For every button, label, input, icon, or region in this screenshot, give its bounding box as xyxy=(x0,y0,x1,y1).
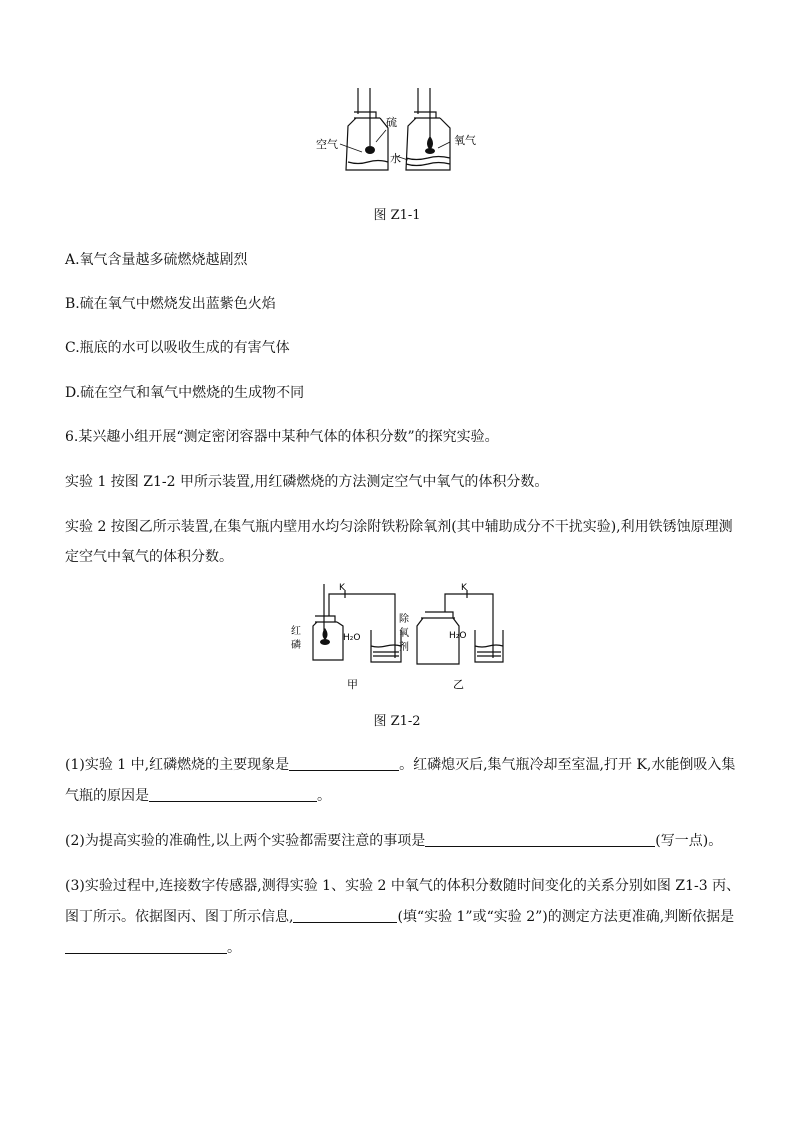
label-k-yi: K xyxy=(461,583,467,593)
label-water-yi: H₂O xyxy=(449,631,467,641)
label-oxygen: 氧气 xyxy=(454,134,476,147)
answer-blank-4[interactable] xyxy=(293,908,397,923)
label-water: 水 xyxy=(390,152,401,165)
sub-question-1-line-2: 气瓶的原因是 。 xyxy=(65,788,331,804)
answer-blank-2[interactable] xyxy=(149,787,317,802)
label-sulfur: 硫 xyxy=(386,116,397,129)
answer-blank-5[interactable] xyxy=(65,939,227,954)
answer-blank-3[interactable] xyxy=(425,832,655,847)
sub-question-3-line-3: 。 xyxy=(65,937,241,957)
label-yi: 乙 xyxy=(453,678,464,690)
experiment-1: 实验 1 按图 Z1-2 甲所示装置,用红磷燃烧的方法测定空气中氧气的体积分数。 xyxy=(65,474,549,490)
figure-caption-2: 图 Z1-2 xyxy=(373,714,421,729)
sub-question-3-line-2: 图丁所示。依据图丙、图丁所示信息, (填“实验 1”或“实验 2”)的测定方法更准确,判断依据是 xyxy=(65,909,735,925)
label-jia: 甲 xyxy=(347,678,358,690)
option-b: B.硫在氧气中燃烧发出蓝紫色火焰 xyxy=(65,296,276,312)
label-red: 红 xyxy=(291,626,301,637)
label-chu: 除 xyxy=(399,614,409,625)
option-d: D.硫在空气和氧气中燃烧的生成物不同 xyxy=(65,385,305,401)
option-c: C.瓶底的水可以吸收生成的有害气体 xyxy=(65,340,290,356)
figure-z1-2 xyxy=(285,582,510,690)
label-water-jia: H₂O xyxy=(343,633,361,643)
label-yang: 氧 xyxy=(399,628,409,639)
experiment-2-line-1: 实验 2 按图乙所示装置,在集气瓶内壁用水均匀涂附铁粉除氧剂(其中辅助成分不干扰实验),利用铁锈蚀原理测 xyxy=(65,519,733,535)
label-phosphorus: 磷 xyxy=(291,640,301,651)
figure-z1-1 xyxy=(310,86,490,178)
label-ji: 剂 xyxy=(399,642,409,653)
sub-question-2: (2)为提高实验的准确性,以上两个实验都需要注意的事项是 (写一点)。 xyxy=(65,833,723,849)
figure-caption-1: 图 Z1-1 xyxy=(373,208,421,223)
label-k-jia: K xyxy=(339,583,345,593)
label-air: 空气 xyxy=(316,138,338,151)
answer-blank-1[interactable] xyxy=(289,756,399,771)
sub-question-1-line-1: (1)实验 1 中,红磷燃烧的主要现象是 。红磷熄灭后,集气瓶冷却至室温,打开 K,水能倒吸入集 xyxy=(65,757,736,773)
experiment-2-line-2: 定空气中氧气的体积分数。 xyxy=(65,549,233,565)
question-6-stem: 6.某兴趣小组开展“测定密闭容器中某种气体的体积分数”的探究实验。 xyxy=(65,429,499,445)
sub-question-3-line-1: (3)实验过程中,连接数字传感器,测得实验 1、实验 2 中氧气的体积分数随时间变化的关系分别如图 Z1-3 丙、 xyxy=(65,878,741,894)
option-a: A.氧气含量越多硫燃烧越剧烈 xyxy=(65,252,248,268)
